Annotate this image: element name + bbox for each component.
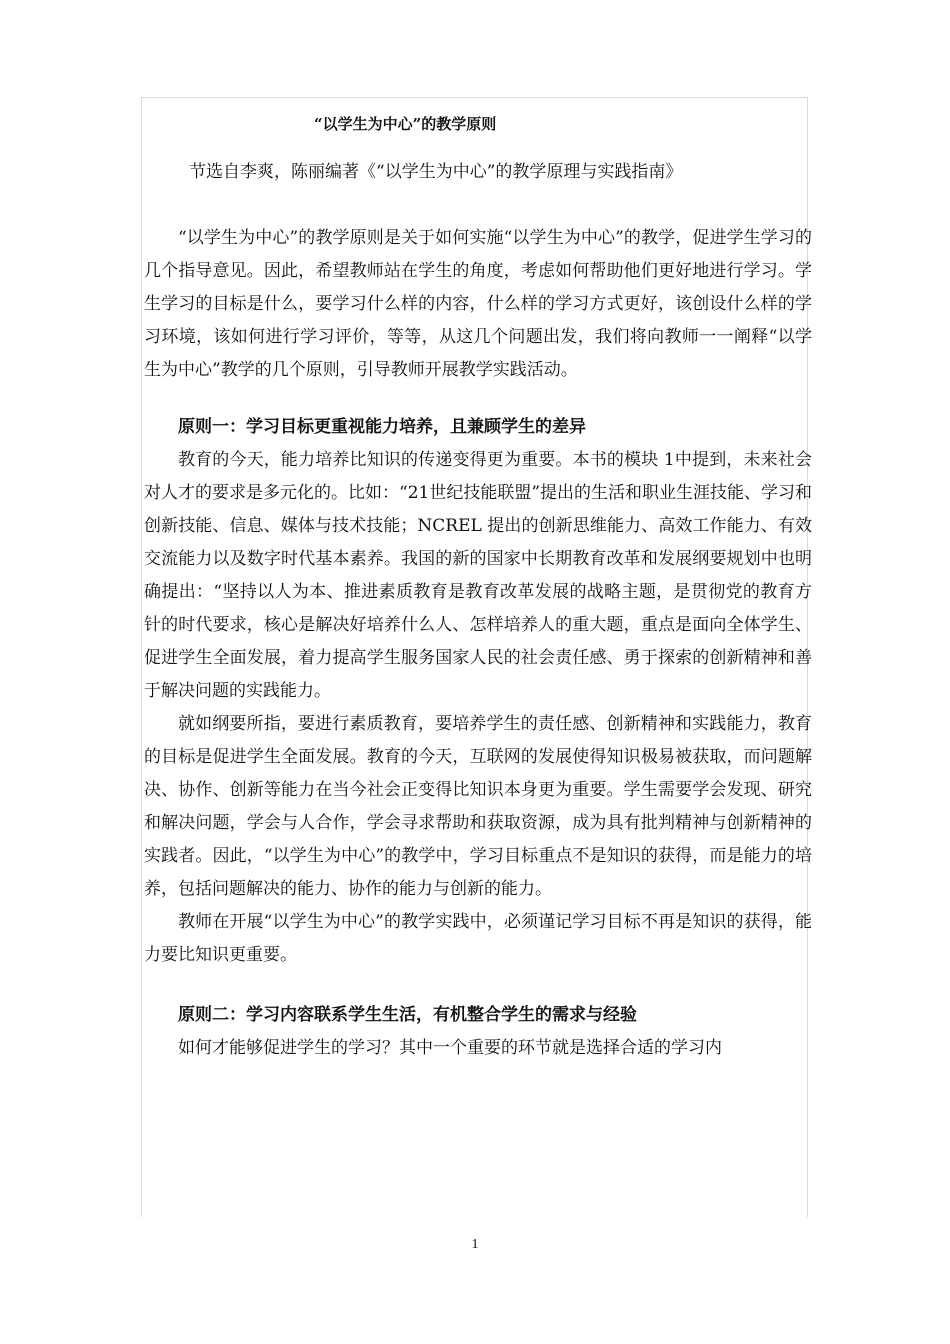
principle-1-paragraph-2: 就如纲要所指，要进行素质教育，要培养学生的责任感、创新精神和实践能力，教育的目标是促进学生全面发展。教育的今天，互联网的发展使得知识极易被获取，而问题解决、协作、创新等能力在当今社会正变得比知识本身更为重要。学生需要学会发现、研究和解决问题，学会与人合作，学会寻求帮助和获取资源，成为具有批判精神与创新精神的实践者。因此，“以学生为中心”的教学中，学习目标重点不是知识的获得，而是能力的培养，包括问题解决的能力、协作的能力与创新的能力。 bbox=[144, 714, 812, 899]
principle-1-paragraph-3: 教师在开展“以学生为中心”的教学实践中，必须谨记学习目标不再是知识的获得，能力要比知识更重要。 bbox=[144, 912, 812, 965]
principle-1-heading: 原则一：学习目标更重视能力培养，且兼顾学生的差异 bbox=[178, 417, 586, 437]
page-number: 1 bbox=[471, 1237, 479, 1252]
document-title: “以学生为中心”的教学原则 bbox=[314, 115, 497, 133]
principle-2-paragraph-1: 如何才能够促进学生的学习？其中一个重要的环节就是选择合适的学习内 bbox=[178, 1038, 722, 1058]
document-subtitle: 节选自李爽，陈丽编著《“以学生为中心”的教学原理与实践指南》 bbox=[189, 162, 683, 182]
intro-paragraph: “以学生为中心”的教学原则是关于如何实施“以学生为中心”的教学，促进学生学习的几个指导意见。因此，希望教师站在学生的角度，考虑如何帮助他们更好地进行学习。学生学习的目标是什么，要学习什么样的内容，什么样的学习方式更好，该创设什么样的学习环境，该如何进行学习评价，等等，从这几个问题出发，我们将向教师一一阐释“以学生为中心”教学的几个原则，引导教师开展教学实践活动。 bbox=[144, 228, 812, 380]
principle-2-heading: 原则二：学习内容联系学生生活，有机整合学生的需求与经验 bbox=[178, 1005, 637, 1025]
document-body bbox=[144, 222, 812, 1065]
principle-1-paragraph-1: 教育的今天，能力培养比知识的传递变得更为重要。本书的模块 1中提到，未来社会对人才的要求是多元化的。比如：“21世纪技能联盟”提出的生活和职业生涯技能、学习和创新技能、信息、媒体与技术技能；NCREL 提出的创新思维能力、高效工作能力、有效交流能力以及数字时代基本素养。我国的新的国家中长期教育改革和发展纲要规划中也明确提出：“坚持以人为本、推进素质教育是教育改革发展的战略主题，是贯彻党的教育方针的时代要求，核心是解决好培养什么人、怎样培养人的重大题，重点是面向全体学生、促进学生全面发展，着力提高学生服务国家人民的社会责任感、勇于探索的创新精神和善于解决问题的实践能力。 bbox=[144, 450, 813, 701]
